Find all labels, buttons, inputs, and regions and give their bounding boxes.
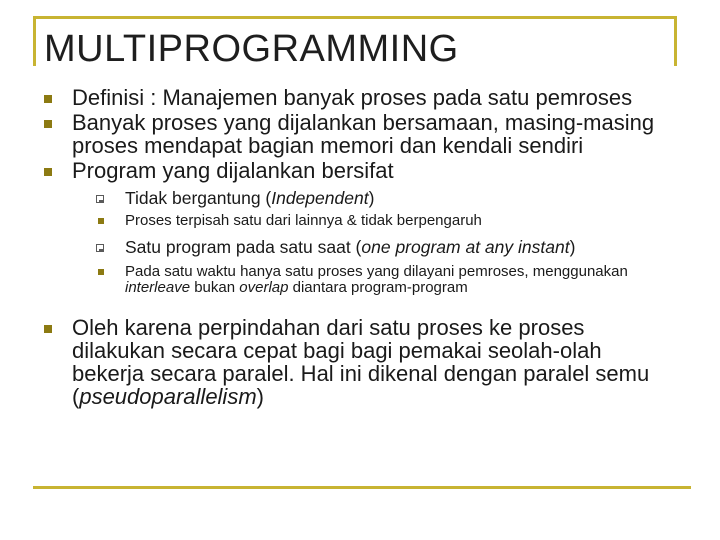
bullet-list (44, 86, 684, 408)
bullet-text-emphasis: pseudoparallelism (79, 384, 257, 409)
bullet-text-emphasis: overlap (239, 279, 289, 296)
square-bullet-icon (44, 325, 52, 333)
subsubbullet-interleave (44, 264, 645, 296)
bullet-text-post: diantara program-program (288, 279, 468, 296)
bullet-text-pre: Tidak bergantung ( (125, 188, 272, 208)
bullet-text: Definisi : Manajemen banyak proses pada satu pemroses (72, 85, 633, 110)
bullet-pseudoparallelism (44, 316, 672, 408)
square-bullet-icon (98, 218, 104, 224)
frame-top-line (33, 16, 677, 19)
square-bullet-icon (44, 95, 52, 103)
frame-left-line (33, 16, 36, 66)
subbullet-independent (44, 188, 684, 209)
hollow-square-bullet-icon (96, 244, 104, 252)
slide-title: MULTIPROGRAMMING (44, 28, 459, 70)
bullet-text-mid: bukan (190, 279, 240, 296)
frame-right-line (674, 16, 677, 66)
square-bullet-icon (44, 120, 52, 128)
bullet-text-pre: Pada satu waktu hanya satu proses yang dilayani pemroses, menggunakan (125, 263, 628, 280)
bullet-text: Proses terpisah satu dari lainnya & tidak berpengaruh (125, 212, 482, 229)
bullet-text-post: ) (256, 384, 264, 409)
hollow-square-bullet-icon (96, 195, 104, 203)
bullet-program-bersifat (44, 159, 684, 182)
bullet-text: Banyak proses yang dijalankan bersamaan, masing-masing proses mendapat bagian memori dan kendali sendiri (72, 110, 655, 158)
bullet-banyak-proses (44, 111, 684, 157)
bullet-text: Program yang dijalankan bersifat (72, 158, 394, 183)
bullet-text-post: ) (368, 188, 375, 208)
bullet-text-pre: Oleh karena perpindahan dari satu proses ke proses dilakukan secara cepat bagi bagi pemakai seolah-olah bekerja secara paralel. Hal ini dikenal dengan paralel semu ( (72, 315, 650, 409)
bullet-definisi (44, 86, 684, 109)
bullet-text-post: ) (569, 237, 576, 257)
square-bullet-icon (44, 168, 52, 176)
bullet-text-emphasis: interleave (125, 279, 191, 296)
frame-bottom-line (33, 486, 691, 489)
bullet-text-pre: Satu program pada satu saat ( (125, 237, 362, 257)
bullet-text-emphasis: Independent (271, 188, 369, 208)
bullet-text-emphasis: one program at any instant (361, 237, 570, 257)
square-bullet-icon (98, 269, 104, 275)
subsubbullet-terpisah (44, 213, 684, 229)
subbullet-one-program (44, 237, 684, 258)
